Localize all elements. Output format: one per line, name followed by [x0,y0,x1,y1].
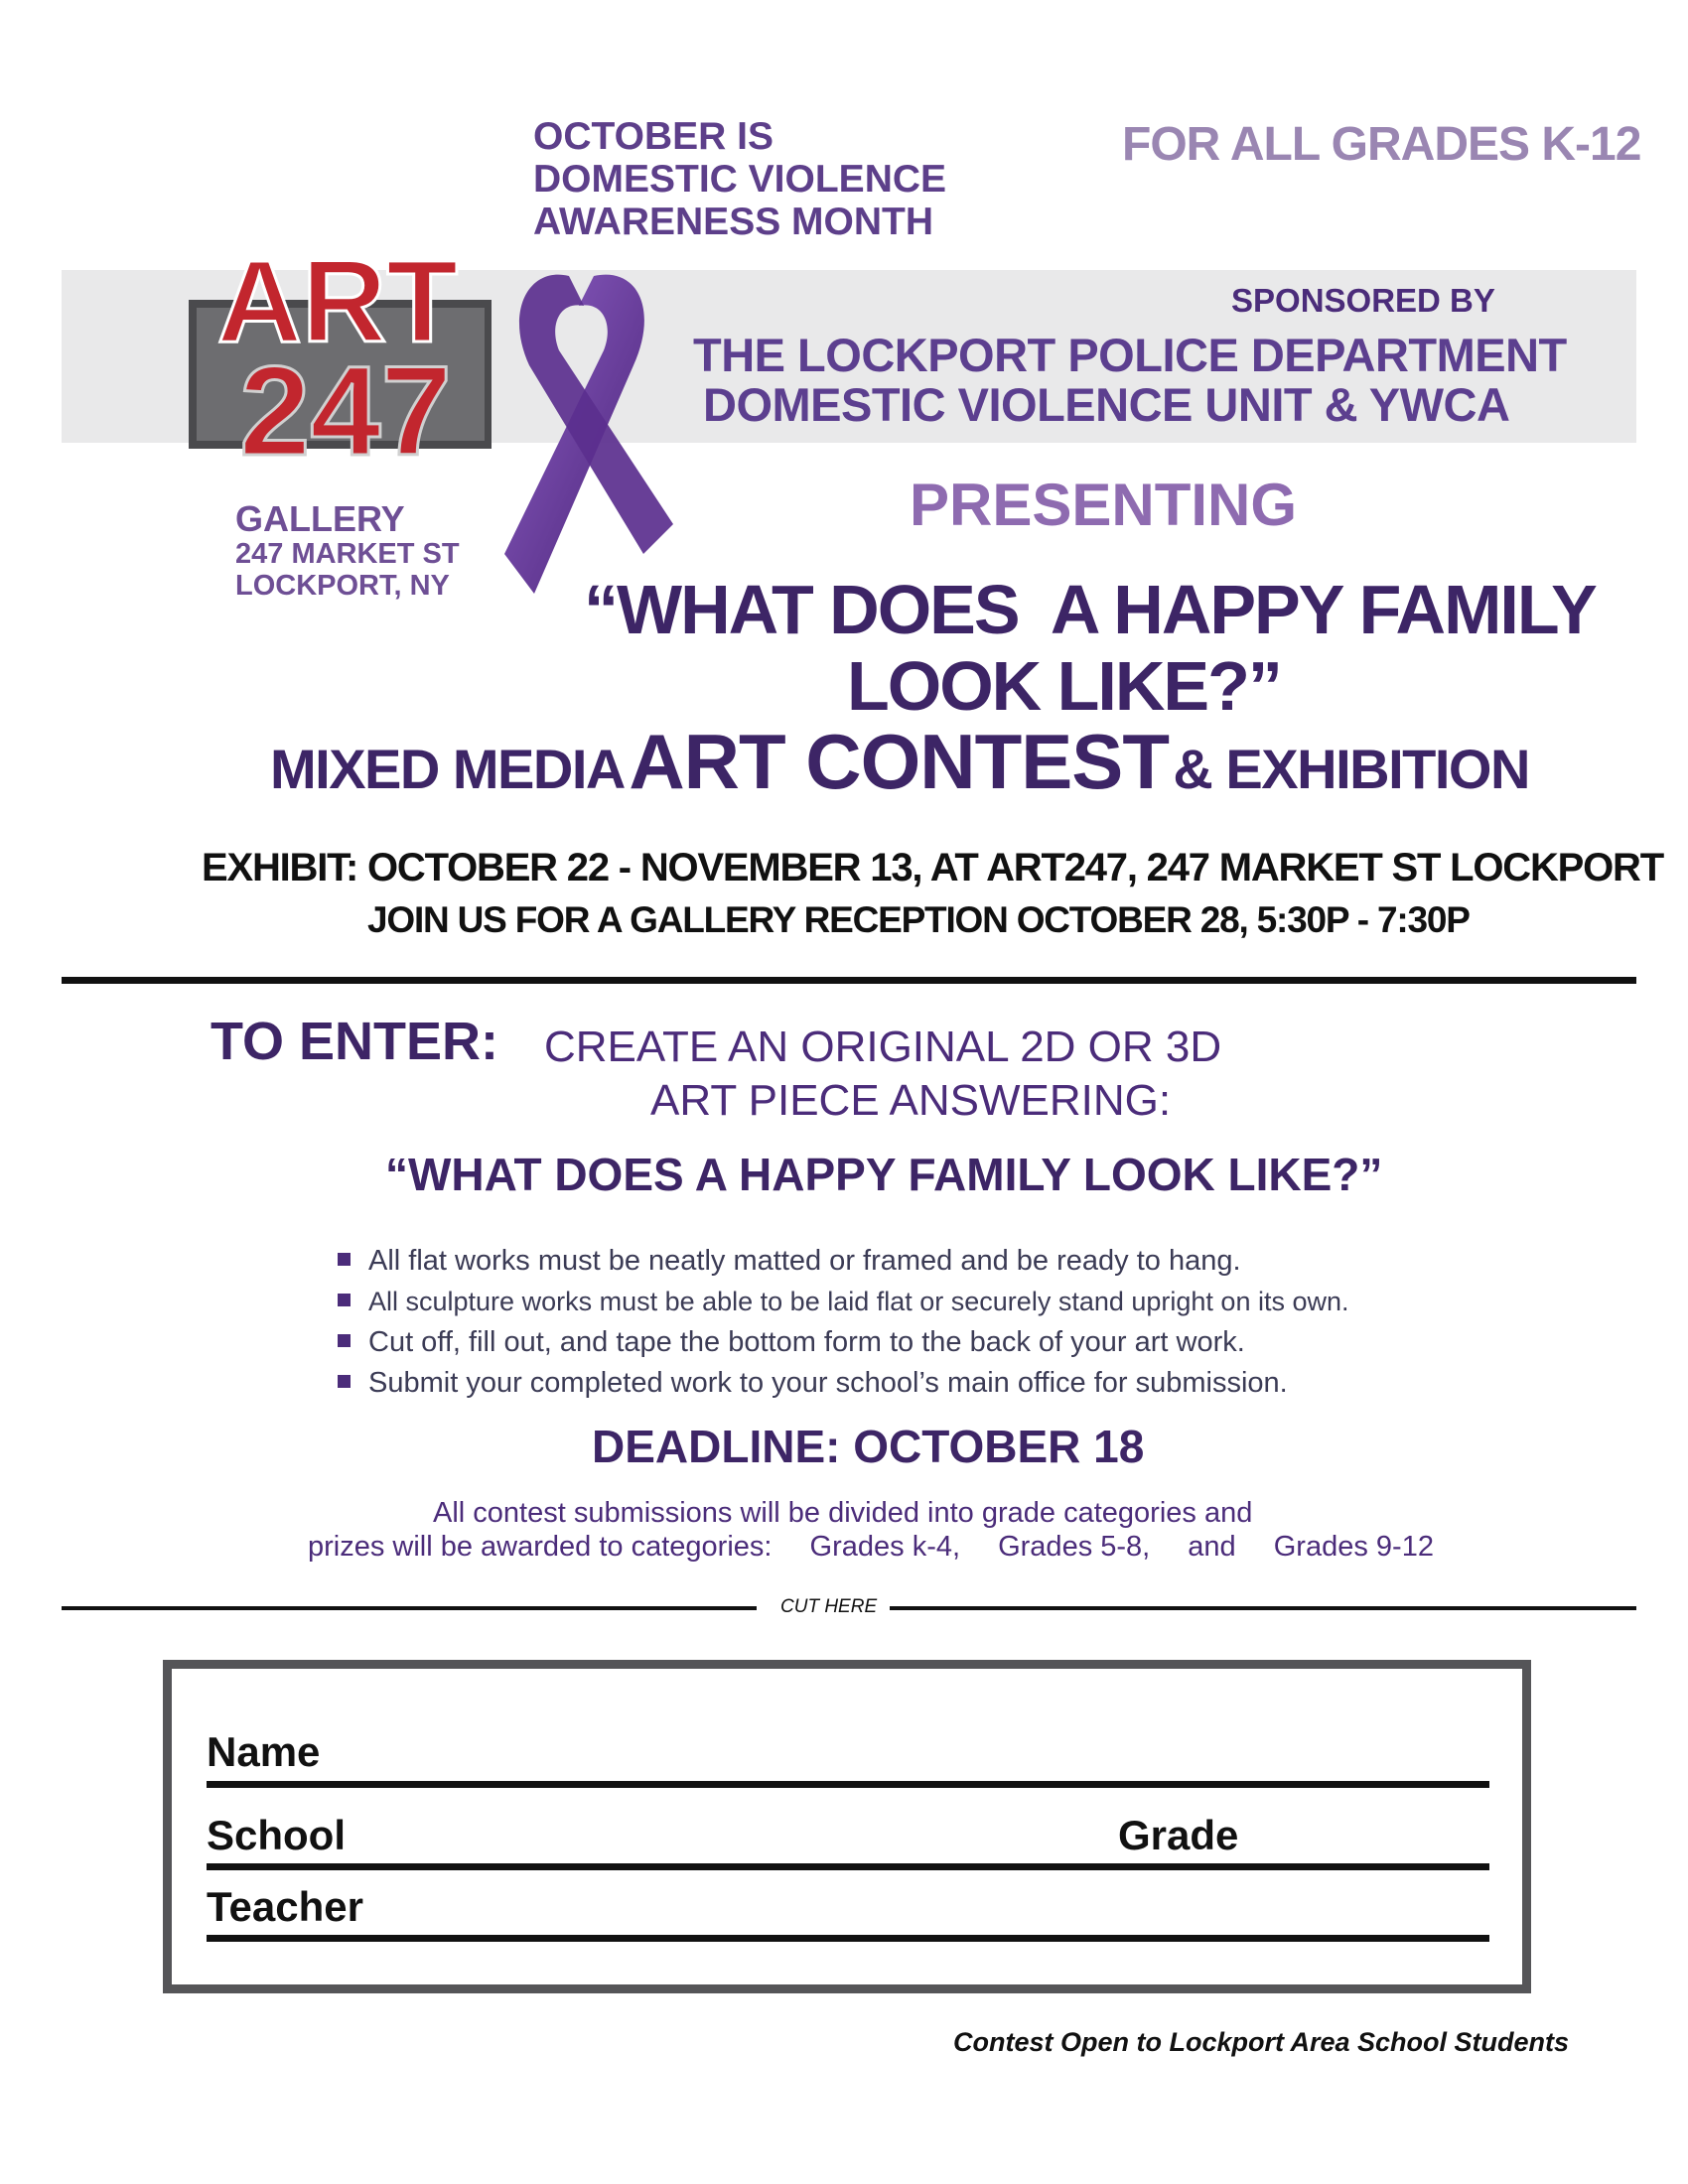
awareness-ribbon-icon [475,256,683,599]
sponsor-line-1: THE LOCKPORT POLICE DEPARTMENT [693,329,1567,381]
gallery-address-line-2: LOCKPORT, NY [235,570,450,602]
school-label: School [207,1812,347,1858]
category-and: and [1188,1531,1236,1563]
art247-logo [189,230,506,498]
presenting-label: PRESENTING [910,472,1298,538]
grades-banner: FOR ALL GRADES K-12 [1122,118,1641,171]
teacher-label: Teacher [207,1883,363,1930]
footer-note: Contest Open to Lockport Area School Students [953,2027,1570,2057]
exhibit-dates: EXHIBIT: OCTOBER 22 - NOVEMBER 13, AT ART247, 247 MARKET ST LOCKPORT [202,846,1663,889]
category-9-12: Grades 9-12 [1273,1531,1434,1563]
bullet-square-icon [338,1253,351,1266]
name-field[interactable] [207,1781,1489,1788]
entry-question: “WHAT DOES A HAPPY FAMILY LOOK LIKE?” [385,1149,1383,1200]
entry-form [163,1660,1531,1993]
cut-here-label: CUT HERE [780,1596,878,1617]
gallery-label: GALLERY [235,498,405,539]
gallery-address [235,500,460,602]
categories-intro: All contest submissions will be divided into grade categories and [433,1497,1253,1529]
contest-title [270,717,1529,807]
reception-info: JOIN US FOR A GALLERY RECEPTION OCTOBER 28, 5:30P - 7:30P [367,899,1470,940]
list-item [338,1322,1349,1363]
name-label: Name [207,1728,321,1775]
school-grade-field[interactable] [207,1863,1489,1870]
contest-question-line-2: LOOK LIKE?” [847,647,1281,725]
contest-title-suffix: & EXHIBITION [1173,738,1529,800]
contest-title-prefix: MIXED MEDIA [270,738,625,800]
categories-line [308,1531,1434,1564]
list-item [338,1363,1349,1404]
bullet-square-icon [338,1334,351,1347]
category-k-4: Grades k-4, [809,1531,961,1563]
awareness-heading [533,115,946,243]
cut-line-left [62,1606,757,1610]
rule-text: All sculpture works must be able to be laid flat or securely stand upright on its own. [368,1287,1349,1316]
rules-list [338,1241,1349,1404]
bullet-square-icon [338,1375,351,1388]
awareness-line-2: DOMESTIC VIOLENCE [533,158,947,201]
awareness-line-1: OCTOBER IS [533,115,774,158]
teacher-field[interactable] [207,1935,1489,1942]
list-item [338,1282,1349,1322]
logo-art-text: ART [216,236,459,367]
categories-intro-2: prizes will be awarded to categories: [308,1531,773,1563]
contest-question-line-1: “WHAT DOES A HAPPY FAMILY [584,571,1596,648]
section-divider [62,977,1636,984]
gallery-address-line-1: 247 MARKET ST [235,538,460,570]
sponsored-by-label: SPONSORED BY [1231,282,1495,319]
to-enter-heading: TO ENTER: [211,1012,499,1071]
category-5-8: Grades 5-8, [998,1531,1151,1563]
awareness-line-3: AWARENESS MONTH [533,201,934,243]
rule-text: Cut off, fill out, and tape the bottom form to the back of your art work. [368,1326,1245,1358]
rule-text: All flat works must be neatly matted or framed and be ready to hang. [368,1245,1241,1277]
deadline: DEADLINE: OCTOBER 18 [592,1421,1145,1472]
entry-instruction-line-1: CREATE AN ORIGINAL 2D OR 3D [544,1023,1222,1071]
sponsor-line-2: DOMESTIC VIOLENCE UNIT & YWCA [703,378,1510,431]
cut-line-right [890,1606,1636,1610]
rule-text: Submit your completed work to your school’s main office for submission. [368,1367,1288,1399]
contest-title-main: ART CONTEST [629,718,1169,805]
logo-247-text: 247 [239,341,452,482]
list-item [338,1241,1349,1282]
entry-instruction-line-2: ART PIECE ANSWERING: [650,1076,1172,1125]
bullet-square-icon [338,1294,351,1306]
grade-label: Grade [1118,1812,1239,1858]
